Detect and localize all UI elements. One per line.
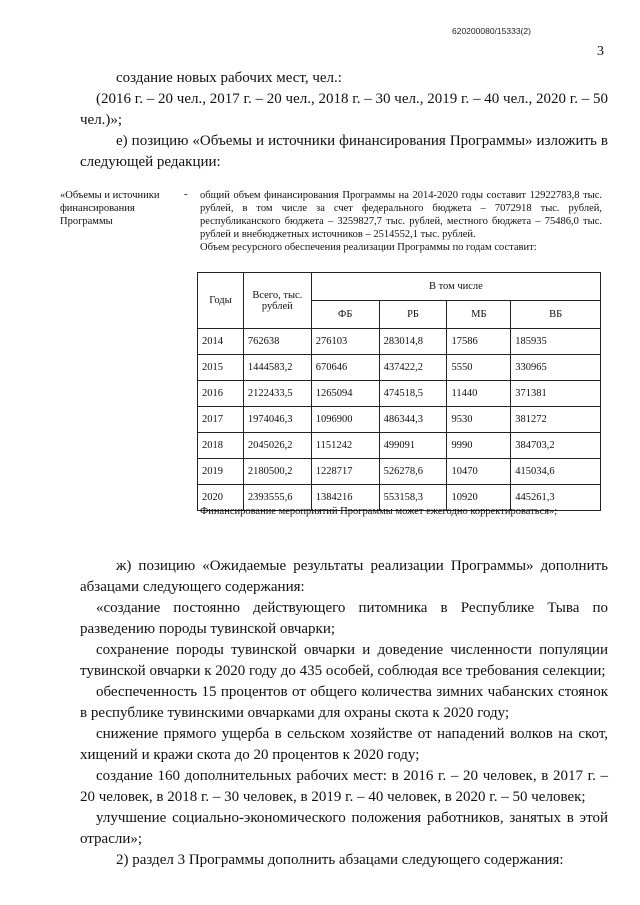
cell-fb: 1096900 [311,407,379,433]
paragraph-nursery: «создание постоянно действующего питомника в Республике Тыва по разведению породы тувинской овчарки; [80,600,608,637]
header-mb: МБ [447,301,511,329]
table-row [198,381,601,407]
table-row [198,407,601,433]
cell-rb: 526278,6 [379,459,447,485]
cell-mb: 17586 [447,329,511,355]
table-row [198,459,601,485]
paragraph-coverage: обеспеченность 15 процентов от общего количества зимних чабанских стоянок в республике тувинскими овчарками для охраны скота к 2020 году; [80,684,608,721]
cell-rb: 486344,3 [379,407,447,433]
intro-section [80,68,608,173]
table-row [198,433,601,459]
cell-fb: 1265094 [311,381,379,407]
cell-fb: 276103 [311,329,379,355]
cell-vb: 415034,6 [511,459,601,485]
cell-vb: 445261,3 [511,485,601,511]
header-including: В том числе [311,273,600,301]
cell-mb: 10920 [447,485,511,511]
cell-vb: 185935 [511,329,601,355]
header-fb: ФБ [311,301,379,329]
cell-rb: 283014,8 [379,329,447,355]
block-dash: - [184,189,188,200]
cell-total: 2180500,2 [243,459,311,485]
block-label: «Объемы и источники финансирования Программы [60,190,160,227]
paragraph-zh: ж) позицию «Ожидаемые результаты реализации Программы» дополнить абзацами следующего содержания: [80,558,608,595]
document-id: 620200080/15333(2) [452,26,531,36]
cell-vb: 371381 [511,381,601,407]
header-rb: РБ [379,301,447,329]
paragraph-section-3: 2) раздел 3 Программы дополнить абзацами следующего содержания: [116,852,564,868]
cell-rb: 499091 [379,433,447,459]
paragraph-population: сохранение породы тувинской овчарки и доведение численности популяции тувинской овчарки к 2020 году до 435 особей, соблюдая все требования селекции; [80,642,608,679]
block-text [200,189,602,254]
body-section [80,556,608,871]
paragraph-welfare: улучшение социально-экономического положения работников, занятых в этой отрасли»; [80,810,608,847]
table-row [198,355,601,381]
cell-total: 2393555,6 [243,485,311,511]
page-number: 3 [597,44,604,59]
cell-year: 2016 [198,381,244,407]
intro-line-2: (2016 г. – 20 чел., 2017 г. – 20 чел., 2018 г. – 30 чел., 2019 г. – 40 чел., 2020 г. – 50 чел.)»; [80,91,608,128]
cell-total: 1974046,3 [243,407,311,433]
cell-vb: 330965 [511,355,601,381]
financing-footnote: Финансирование мероприятий Программы может ежегодно корректироваться»; [200,506,558,517]
cell-year: 2019 [198,459,244,485]
financing-summary: общий объем финансирования Программы на 2014-2020 годы составит 12922783,8 тыс. рублей, в том числе за счет федерального бюджета – 7072918 тыс. рублей, республиканского бюджета – 3259827,7 тыс. рублей, местного бюджета – 75486,0 тыс. рублей и внебюджетных источников – 2514552,1 тыс. рублей. [200,190,602,240]
header-total: Всего, тыс. рублей [243,273,311,329]
cell-vb: 381272 [511,407,601,433]
cell-fb: 1151242 [311,433,379,459]
cell-year: 2018 [198,433,244,459]
paragraph-jobs: создание 160 дополнительных рабочих мест: в 2016 г. – 20 человек, в 2017 г. – 20 человек, в 2018 г. – 30 человек, в 2019 г. – 40 человек, в 2020 г. – 50 человек; [80,768,608,805]
cell-total: 2045026,2 [243,433,311,459]
cell-rb: 474518,5 [379,381,447,407]
cell-fb: 1228717 [311,459,379,485]
cell-total: 2122433,5 [243,381,311,407]
cell-fb: 670646 [311,355,379,381]
cell-year: 2015 [198,355,244,381]
header-years: Годы [198,273,244,329]
cell-vb: 384703,2 [511,433,601,459]
cell-mb: 5550 [447,355,511,381]
cell-year: 2014 [198,329,244,355]
intro-line-1: создание новых рабочих мест, чел.: [116,70,342,86]
paragraph-damage: снижение прямого ущерба в сельском хозяйстве от нападений волков на скот, хищений и кражи скота до 20 процентов к 2020 году; [80,726,608,763]
cell-total: 762638 [243,329,311,355]
cell-year: 2020 [198,485,244,511]
cell-rb: 553158,3 [379,485,447,511]
cell-fb: 1384216 [311,485,379,511]
table-caption: Объем ресурсного обеспечения реализации Программы по годам составит: [200,242,537,253]
financing-table [197,272,601,511]
cell-year: 2017 [198,407,244,433]
cell-mb: 9530 [447,407,511,433]
table-row [198,329,601,355]
cell-total: 1444583,2 [243,355,311,381]
header-vb: ВБ [511,301,601,329]
cell-mb: 9990 [447,433,511,459]
cell-mb: 11440 [447,381,511,407]
cell-mb: 10470 [447,459,511,485]
cell-rb: 437422,2 [379,355,447,381]
intro-line-3: е) позицию «Объемы и источники финансирования Программы» изложить в следующей редакции: [80,133,608,170]
